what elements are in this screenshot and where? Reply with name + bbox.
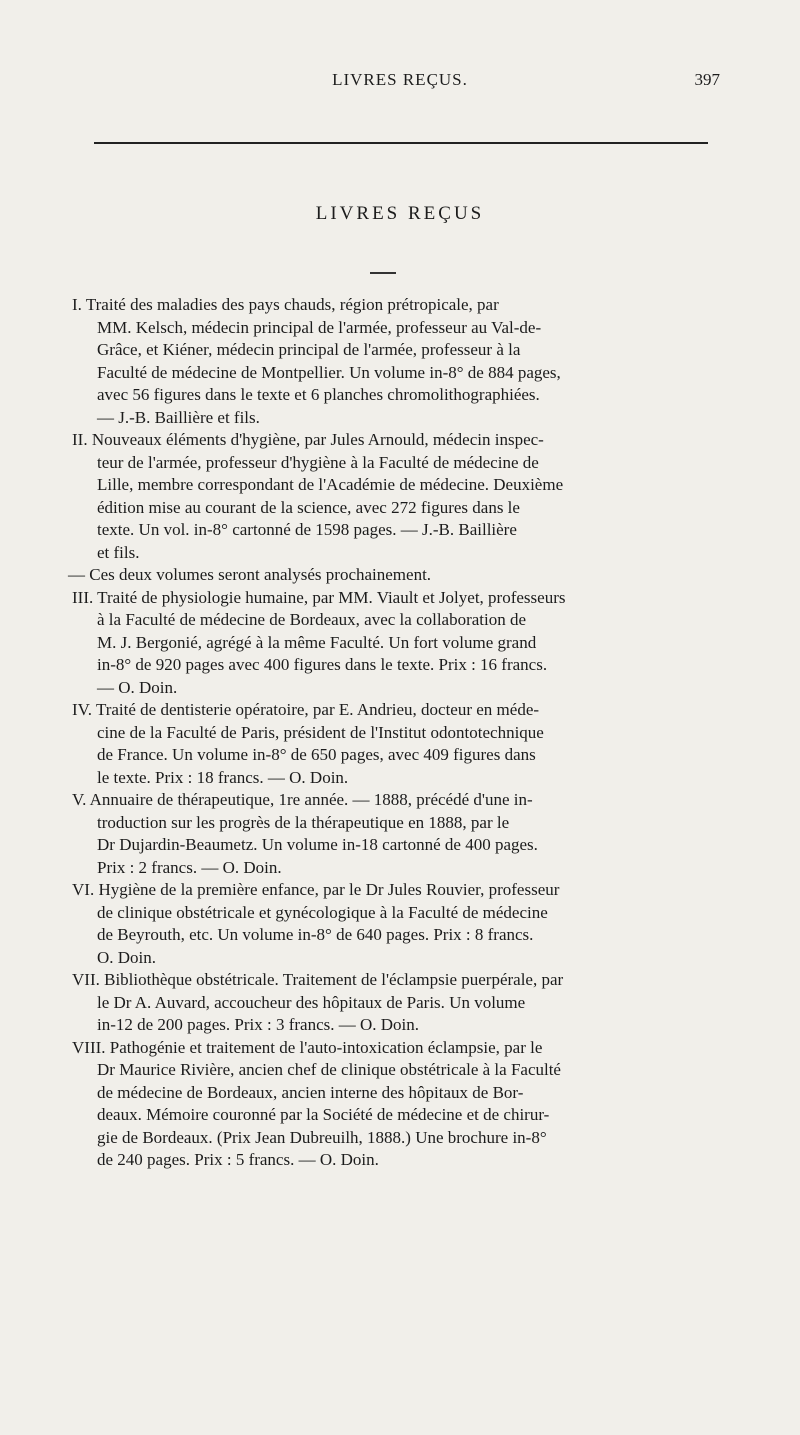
entry-line: de France. Un volume in-8° de 650 pages, avec 409 figures dans (97, 745, 536, 764)
entry-line: II. Nouveaux éléments d'hygiène, par Jules Arnould, médecin inspec- (72, 430, 544, 449)
entry-line: et fils. (97, 542, 140, 562)
entry-line: de médecine de Bordeaux, ancien interne des hôpitaux de Bor- (97, 1082, 524, 1102)
entry-iv (0, 699, 800, 789)
entry-line: teur de l'armée, professeur d'hygiène à la Faculté de médecine de (97, 452, 539, 472)
entry-line: M. J. Bergonié, agrégé à la même Faculté. Un fort volume grand (97, 632, 537, 652)
page-number: 397 (694, 70, 720, 89)
entry-line: MM. Kelsch, médecin principal de l'armée, professeur au Val-de- (97, 317, 542, 337)
entry-v (0, 789, 800, 879)
entry-line: — J.-B. Baillière et fils. (97, 407, 260, 427)
section-title: LIVRES REÇUS (315, 203, 485, 224)
entry-ii (0, 429, 800, 564)
entry-line: IV. Traité de dentisterie opératoire, par E. Andrieu, docteur en méde- (72, 700, 540, 719)
entry-viii (0, 1037, 800, 1172)
entry-line: le Dr A. Auvard, accoucheur des hôpitaux de Paris. Un volume (97, 992, 526, 1012)
entry-i (0, 294, 800, 429)
entry-vii (0, 969, 800, 1037)
entry-line: deaux. Mémoire couronné par la Société de médecine et de chirur- (97, 1105, 550, 1124)
entry-vi (0, 879, 800, 969)
entry-line: avec 56 figures dans le texte et 6 planches chromolithographiées. (97, 385, 540, 404)
entry-line: O. Doin. (97, 947, 157, 967)
entry-line: III. Traité de physiologie humaine, par MM. Viault et Jolyet, professeurs (72, 587, 566, 607)
entry-line: texte. Un vol. in-8° cartonné de 1598 pages. — J.-B. Baillière (97, 520, 517, 539)
entry-line: troduction sur les progrès de la thérapeutique en 1888, par le (97, 812, 510, 832)
entry-line: Faculté de médecine de Montpellier. Un volume in-8° de 884 pages, (97, 362, 561, 382)
entry-line: — O. Doin. (97, 677, 178, 697)
entry-line: in-12 de 200 pages. Prix : 3 francs. — O. Doin. (97, 1015, 420, 1034)
entry-line: Dr Dujardin-Beaumetz. Un volume in-18 cartonné de 400 pages. (97, 835, 538, 854)
entry-line: — Ces deux volumes seront analysés prochainement. (68, 565, 432, 584)
entries-list (0, 294, 800, 1172)
entry-line: gie de Bordeaux. (Prix Jean Dubreuilh, 1888.) Une brochure in-8° (97, 1127, 547, 1147)
entry-line: in-8° de 920 pages avec 400 figures dans le texte. Prix : 16 francs. (97, 655, 548, 674)
running-title: LIVRES REÇUS. (332, 70, 468, 89)
entry-line: de clinique obstétricale et gynécologique à la Faculté de médecine (97, 902, 548, 922)
header-rule (94, 142, 708, 144)
entry-line: édition mise au courant de la science, avec 272 figures dans le (97, 497, 520, 517)
entry-line: VI. Hygiène de la première enfance, par le Dr Jules Rouvier, professeur (72, 880, 560, 899)
entry-line: de Beyrouth, etc. Un volume in-8° de 640 pages. Prix : 8 francs. (97, 925, 534, 944)
running-head (80, 70, 720, 96)
entry-line: VIII. Pathogénie et traitement de l'auto-intoxication éclampsie, par le (72, 1037, 543, 1057)
entry-line: Lille, membre correspondant de l'Académie de médecine. Deuxième (97, 475, 564, 494)
entry-line: le texte. Prix : 18 francs. — O. Doin. (97, 767, 349, 787)
title-dash (370, 272, 396, 274)
entry-line: I. Traité des maladies des pays chauds, région prétropicale, par (72, 295, 499, 314)
entry-line: Grâce, et Kiéner, médecin principal de l'armée, professeur à la (97, 340, 521, 359)
editorial-note (0, 564, 800, 587)
entry-line: Dr Maurice Rivière, ancien chef de clinique obstétricale à la Faculté (97, 1060, 561, 1079)
entry-iii (0, 587, 800, 700)
entry-line: de 240 pages. Prix : 5 francs. — O. Doin. (97, 1150, 379, 1169)
entry-line: cine de la Faculté de Paris, président de l'Institut odontotechnique (97, 722, 544, 742)
entry-line: à la Faculté de médecine de Bordeaux, avec la collaboration de (97, 610, 527, 629)
entry-line: Prix : 2 francs. — O. Doin. (97, 857, 282, 877)
entry-line: V. Annuaire de thérapeutique, 1re année. — 1888, précédé d'une in- (72, 790, 533, 809)
entry-line: VII. Bibliothèque obstétricale. Traitement de l'éclampsie puerpérale, par (72, 970, 564, 989)
